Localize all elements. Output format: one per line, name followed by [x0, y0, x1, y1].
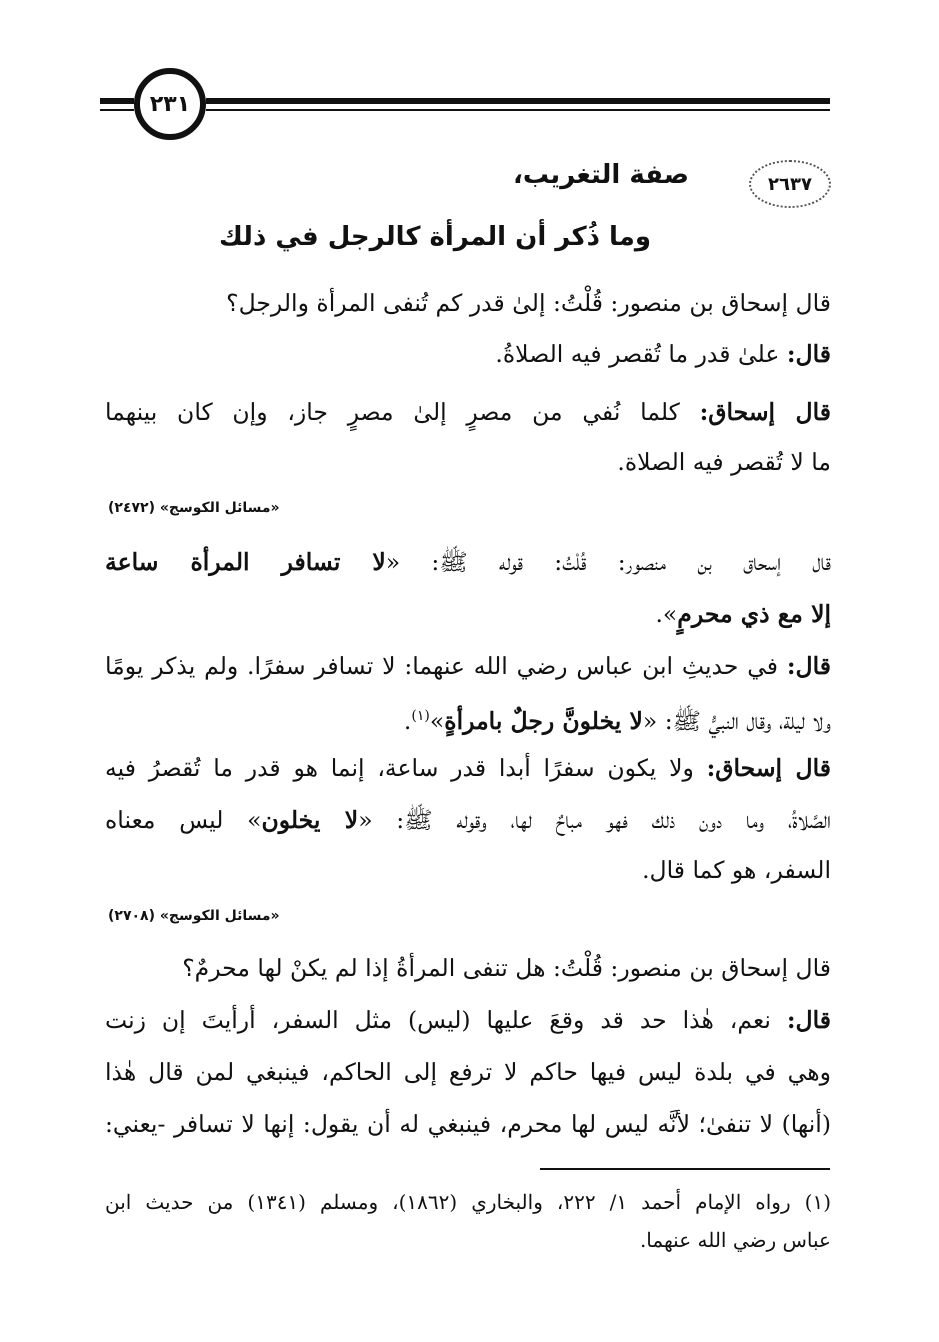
chapter-title-line-2: وما ذُكر أن المرأة كالرجل في ذلك: [218, 222, 651, 252]
hadith-quote: لا يخلون: [261, 806, 359, 834]
speaker-label: قال:: [786, 652, 831, 680]
hadith-quote: لا يخلونَّ رجلٌ بامرأةٍ: [444, 706, 643, 735]
hadith-quote: لا تسافر المرأة ساعة: [105, 548, 386, 576]
speaker-label: قال إسحاق:: [706, 754, 831, 782]
paragraph-line: ولا ليلة، وقال النبيُّ ﷺ: «لا يخلونَّ رجلٌ بامرأةٍ»$^{(١)}$.: [403, 706, 831, 735]
page-number-badge: [134, 68, 206, 140]
paragraph-line: قال إسحاق بن منصور: قُلْتُ: قوله ﷺ: «لا تسافر المرأة ساعة: [105, 548, 831, 576]
paragraph-line: إلا مع ذي محرمٍ».: [655, 600, 831, 628]
paragraph-line: ما لا تُقصر فيه الصلاة.: [617, 448, 831, 476]
header-rule-thin: [206, 109, 830, 111]
paragraph-line: قال إسحاق: كلما نُفي من مصرٍ إلىٰ مصرٍ جاز، وإن كان بينهما: [105, 398, 831, 426]
source-reference: «مسائل الكوسج» (٢٧٠٨): [108, 908, 280, 924]
page-number: ٢٣١: [149, 91, 191, 117]
chapter-number: ٢٦٣٧: [768, 173, 812, 195]
chapter-number-badge: [749, 160, 831, 208]
paragraph-line: الصَّلاةُ، وما دون ذلك فهو مباحٌ لها، وقوله ﷺ: «لا يخلون» ليس معناه: [105, 806, 831, 834]
footnote-separator: [540, 1168, 830, 1170]
paragraph-line: السفر، هو كما قال.: [642, 856, 831, 884]
speaker-label: قال:: [786, 340, 831, 368]
hadith-quote: إلا مع ذي محرمٍ: [677, 600, 831, 628]
paragraph-line: قال إسحاق: ولا يكون سفرًا أبدا قدر ساعة، إنما هو قدر ما تُقصرُ فيه: [105, 754, 831, 782]
footnote-marker: (١): [411, 708, 430, 724]
page-header: [100, 68, 830, 140]
speaker-label: قال:: [786, 1006, 831, 1034]
paragraph-line: قال: علىٰ قدر ما تُقصر فيه الصلاةُ.: [495, 340, 831, 368]
source-reference: «مسائل الكوسج» (٢٤٧٢): [108, 500, 280, 516]
paragraph-line: (أنها) لا تنفىٰ؛ لأنَّه ليس لها محرم، فينبغي له أن يقول: إنها لا تسافر -يعني:: [105, 1110, 831, 1138]
paragraph-line: وهي في بلدة ليس فيها حاكم لا ترفع إلى الحاكم، فينبغي لمن قال هٰذا: [105, 1058, 831, 1086]
footnote-line: (١) رواه الإمام أحمد ١/ ٢٢٢، والبخاري (١٨٦٢)، ومسلم (١٣٤١) من حديث ابن: [105, 1190, 832, 1214]
paragraph-line: قال: نعم، هٰذا حد قد وقعَ عليها (ليس) مثل السفر، أرأيتَ إن زنت: [105, 1006, 831, 1034]
header-rule-thick: [100, 98, 134, 104]
header-rule-thick: [206, 98, 830, 104]
paragraph-line: قال إسحاق بن منصور: قُلْتُ: هل تنفى المرأةُ إذا لم يكنْ لها محرمٌ؟: [182, 954, 831, 982]
chapter-title-line-1: صفة التغريب،: [513, 160, 689, 190]
paragraph-line: قال إسحاق بن منصور: قُلْتُ: إلىٰ قدر كم تُنفى المرأة والرجل؟: [226, 289, 831, 317]
paragraph-line: قال: في حديثِ ابن عباس رضي الله عنهما: لا تسافر سفرًا. ولم يذكر يومًا: [105, 652, 831, 680]
footnote-line: عباس رضي الله عنهما.: [639, 1228, 831, 1252]
speaker-label: قال إسحاق:: [699, 398, 831, 426]
header-rule-thin: [100, 109, 134, 111]
